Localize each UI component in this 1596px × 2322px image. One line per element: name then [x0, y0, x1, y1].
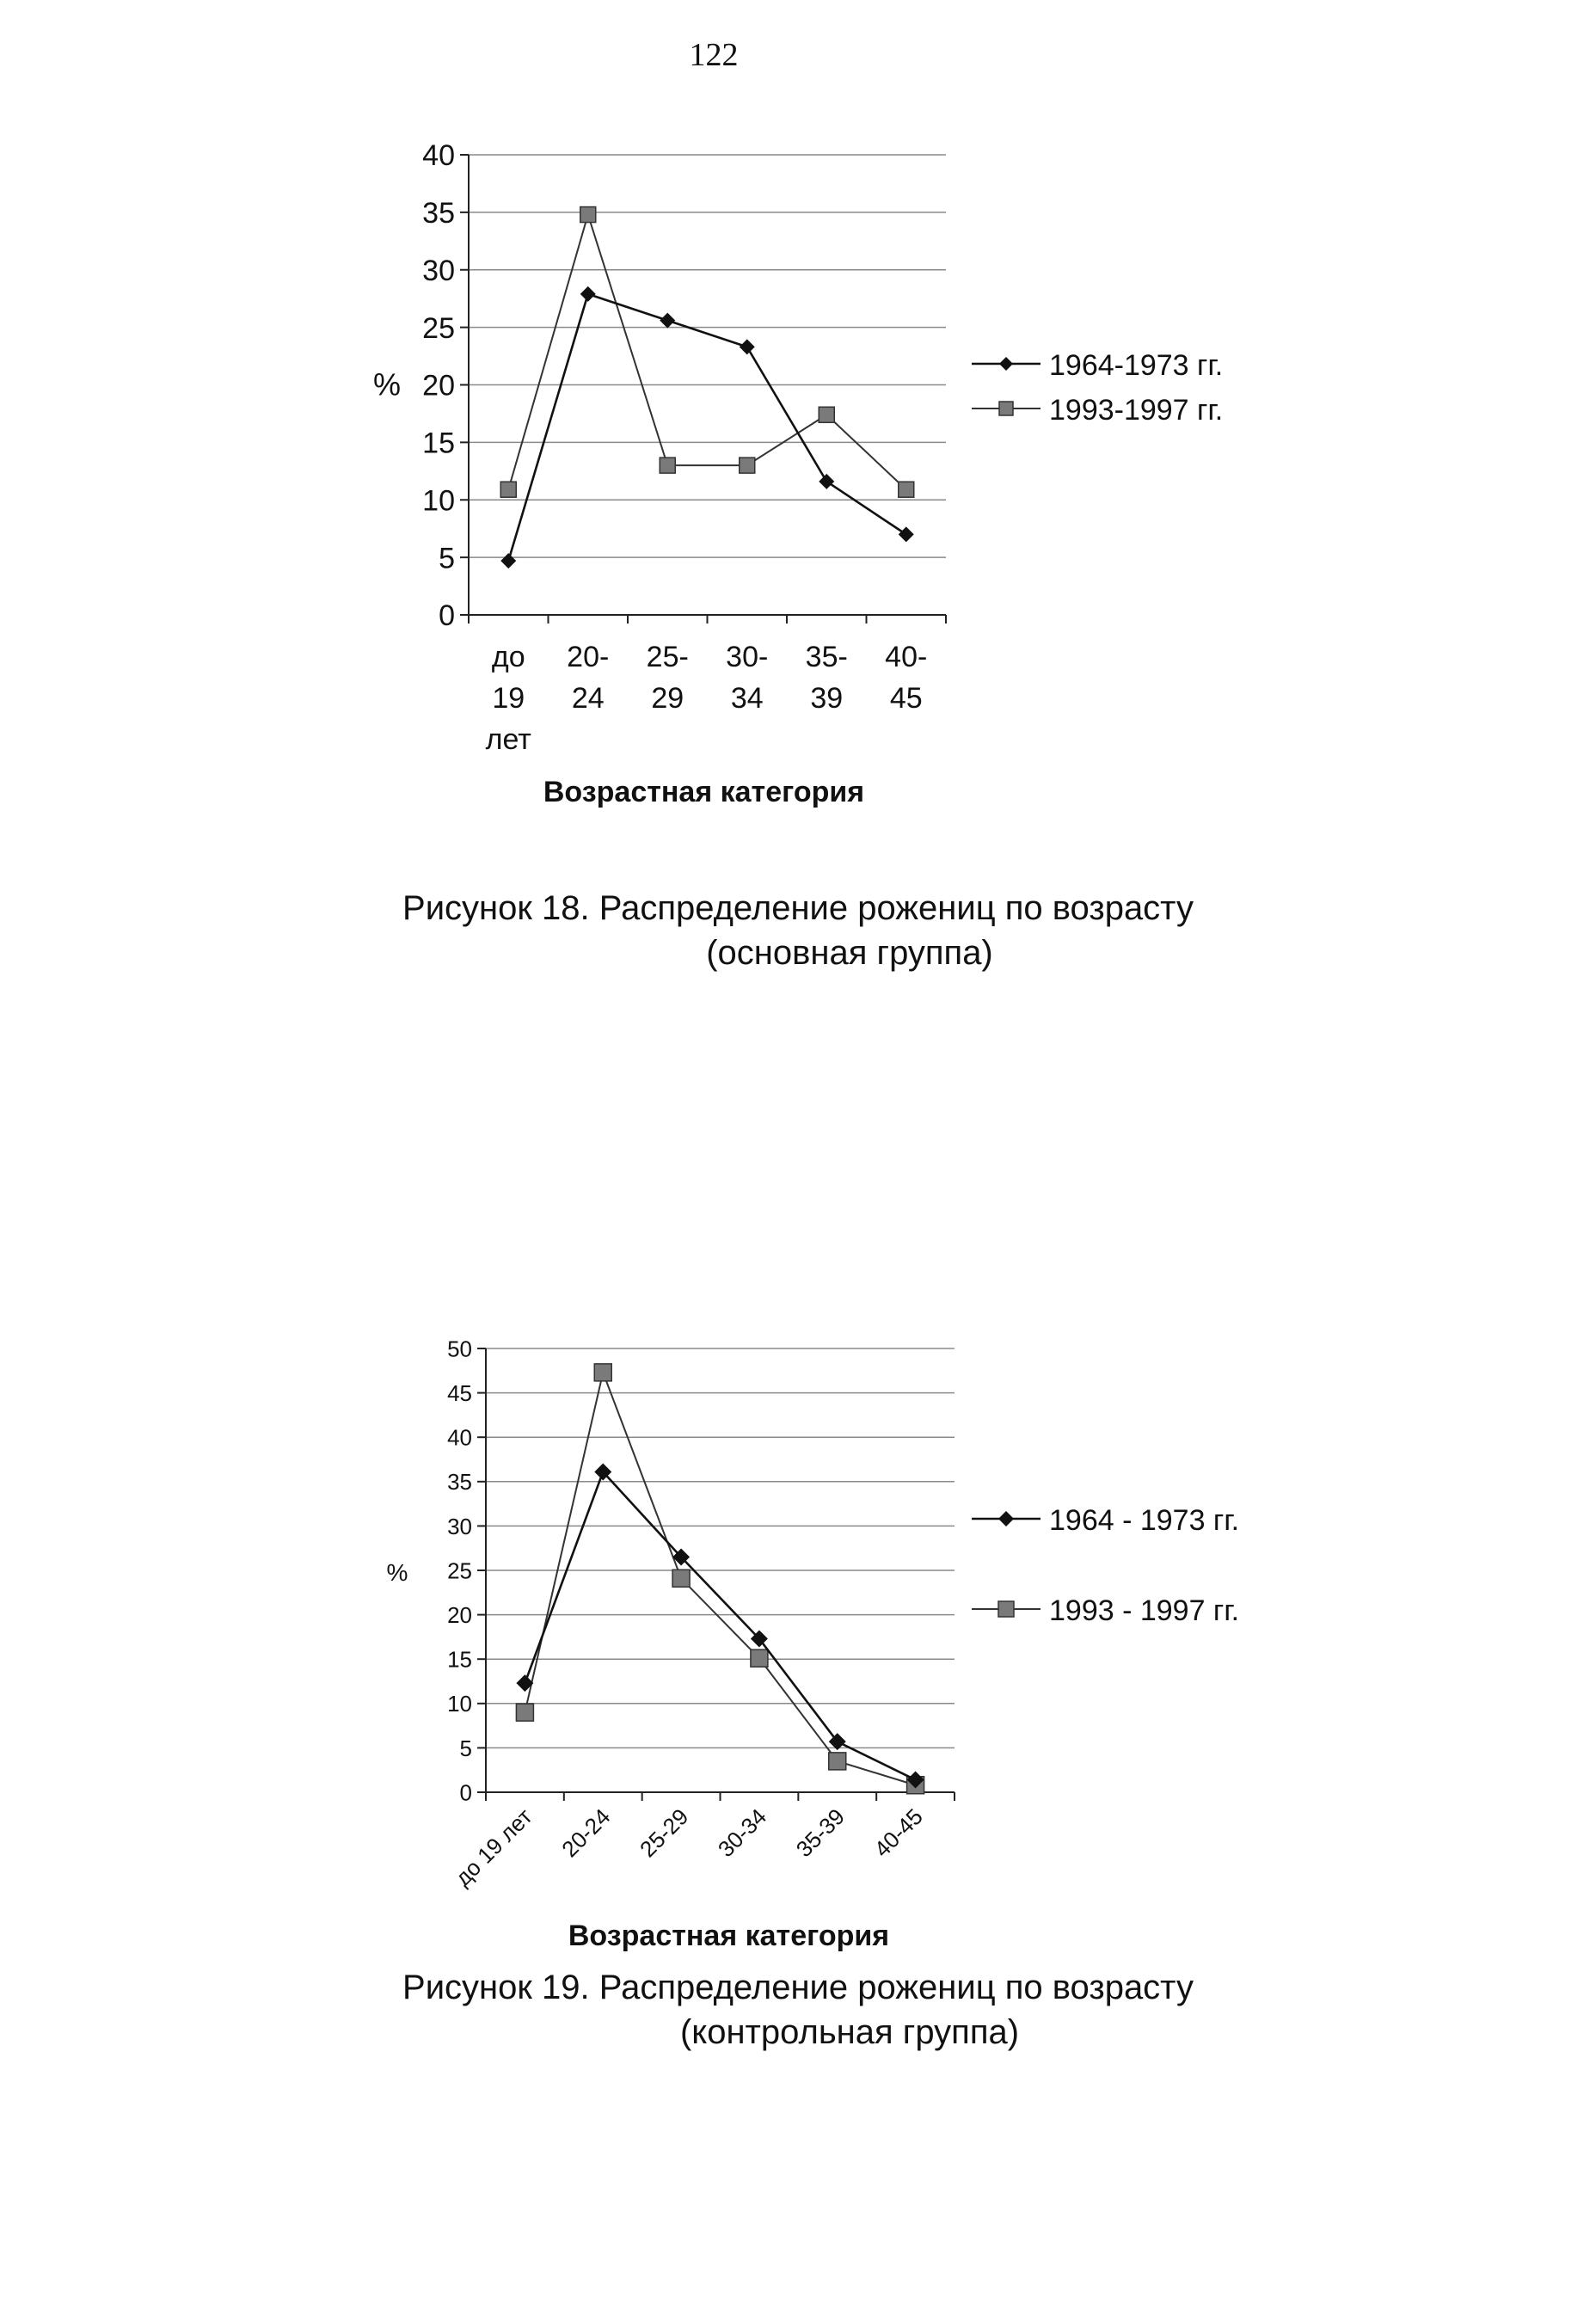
- legend-marker-1: [998, 1511, 1014, 1526]
- y-tick-label: 10: [422, 484, 455, 518]
- x-tick-label: до: [491, 641, 525, 673]
- x-tick-label: лет: [485, 723, 531, 756]
- data-point-series-2: [516, 1704, 533, 1721]
- y-tick-label: 30: [422, 254, 455, 287]
- x-tick-label: до 19 лет: [450, 1803, 537, 1891]
- y-tick-label: 25: [422, 311, 455, 345]
- x-tick-label: 40-45: [869, 1803, 928, 1863]
- y-tick-label: 40: [422, 139, 455, 173]
- y-tick-label: 5: [459, 1735, 472, 1761]
- x-tick-label: 19: [492, 682, 525, 715]
- y-tick-label: 15: [422, 427, 455, 460]
- y-tick-label: 0: [459, 1779, 472, 1806]
- y-tick-label: 5: [439, 542, 455, 575]
- data-point-series-2: [751, 1649, 768, 1667]
- figure-19-caption: [0, 1965, 1596, 2055]
- y-axis-label: %: [372, 366, 402, 402]
- figure-18-caption-line1: Рисунок 18. Распределение рожениц по возрасту: [402, 889, 1194, 927]
- y-tick-label: 10: [447, 1691, 472, 1717]
- x-tick-label: 34: [730, 682, 764, 715]
- data-point-series-2: [672, 1570, 690, 1587]
- legend-label-2: 1993-1997 гг.: [1049, 394, 1224, 427]
- x-tick-label: 25-: [646, 641, 689, 673]
- x-axis-label: Возрастная категория: [543, 776, 865, 808]
- legend-label-2: 1993 - 1997 гг.: [1049, 1594, 1240, 1627]
- series-line-1: [525, 1471, 915, 1779]
- data-point-series-2: [829, 1753, 846, 1770]
- y-axis-label: %: [386, 1559, 408, 1586]
- y-tick-label: 35: [447, 1469, 472, 1496]
- legend-marker-2: [998, 1601, 1014, 1617]
- figure-19-caption-line2: (контрольная группа): [679, 2013, 1020, 2051]
- y-tick-label: 20: [422, 369, 455, 402]
- y-tick-label: 45: [447, 1379, 472, 1406]
- x-tick-label: 39: [810, 682, 844, 715]
- y-tick-label: 50: [447, 1336, 472, 1362]
- y-tick-label: 35: [422, 197, 455, 230]
- page-number: 122: [689, 37, 739, 73]
- x-tick-label: 30-34: [712, 1803, 772, 1863]
- figure-19-caption-line1: Рисунок 19. Распределение рожениц по возрасту: [402, 1969, 1194, 2006]
- y-tick-label: 0: [439, 599, 455, 633]
- x-tick-label: 35-39: [790, 1803, 850, 1863]
- data-point-series-2: [594, 1364, 611, 1381]
- x-tick-label: 30-: [726, 641, 769, 673]
- legend-label-1: 1964-1973 гг.: [1049, 349, 1224, 382]
- x-tick-label: 20-: [567, 641, 610, 673]
- x-tick-label: 29: [651, 682, 684, 715]
- x-tick-label: 45: [889, 682, 923, 715]
- gridlines: [486, 1348, 955, 1748]
- x-axis-label: Возрастная категория: [568, 1920, 890, 1952]
- y-tick-label: 20: [447, 1601, 472, 1628]
- figure-18-caption-line2: (основная группа): [706, 934, 993, 972]
- x-tick-label: 40-: [885, 641, 928, 673]
- y-tick-label: 15: [447, 1646, 472, 1673]
- y-tick-label: 30: [447, 1513, 472, 1539]
- x-tick-label: 35-: [805, 641, 848, 673]
- x-tick-label: 24: [571, 682, 605, 715]
- legend-label-1: 1964 - 1973 гг.: [1049, 1504, 1240, 1537]
- x-tick-label: 25-29: [635, 1803, 694, 1863]
- series-line-2: [525, 1373, 915, 1785]
- y-tick-label: 40: [447, 1424, 472, 1451]
- x-tick-label: 20-24: [556, 1803, 616, 1863]
- y-tick-label: 25: [447, 1557, 472, 1584]
